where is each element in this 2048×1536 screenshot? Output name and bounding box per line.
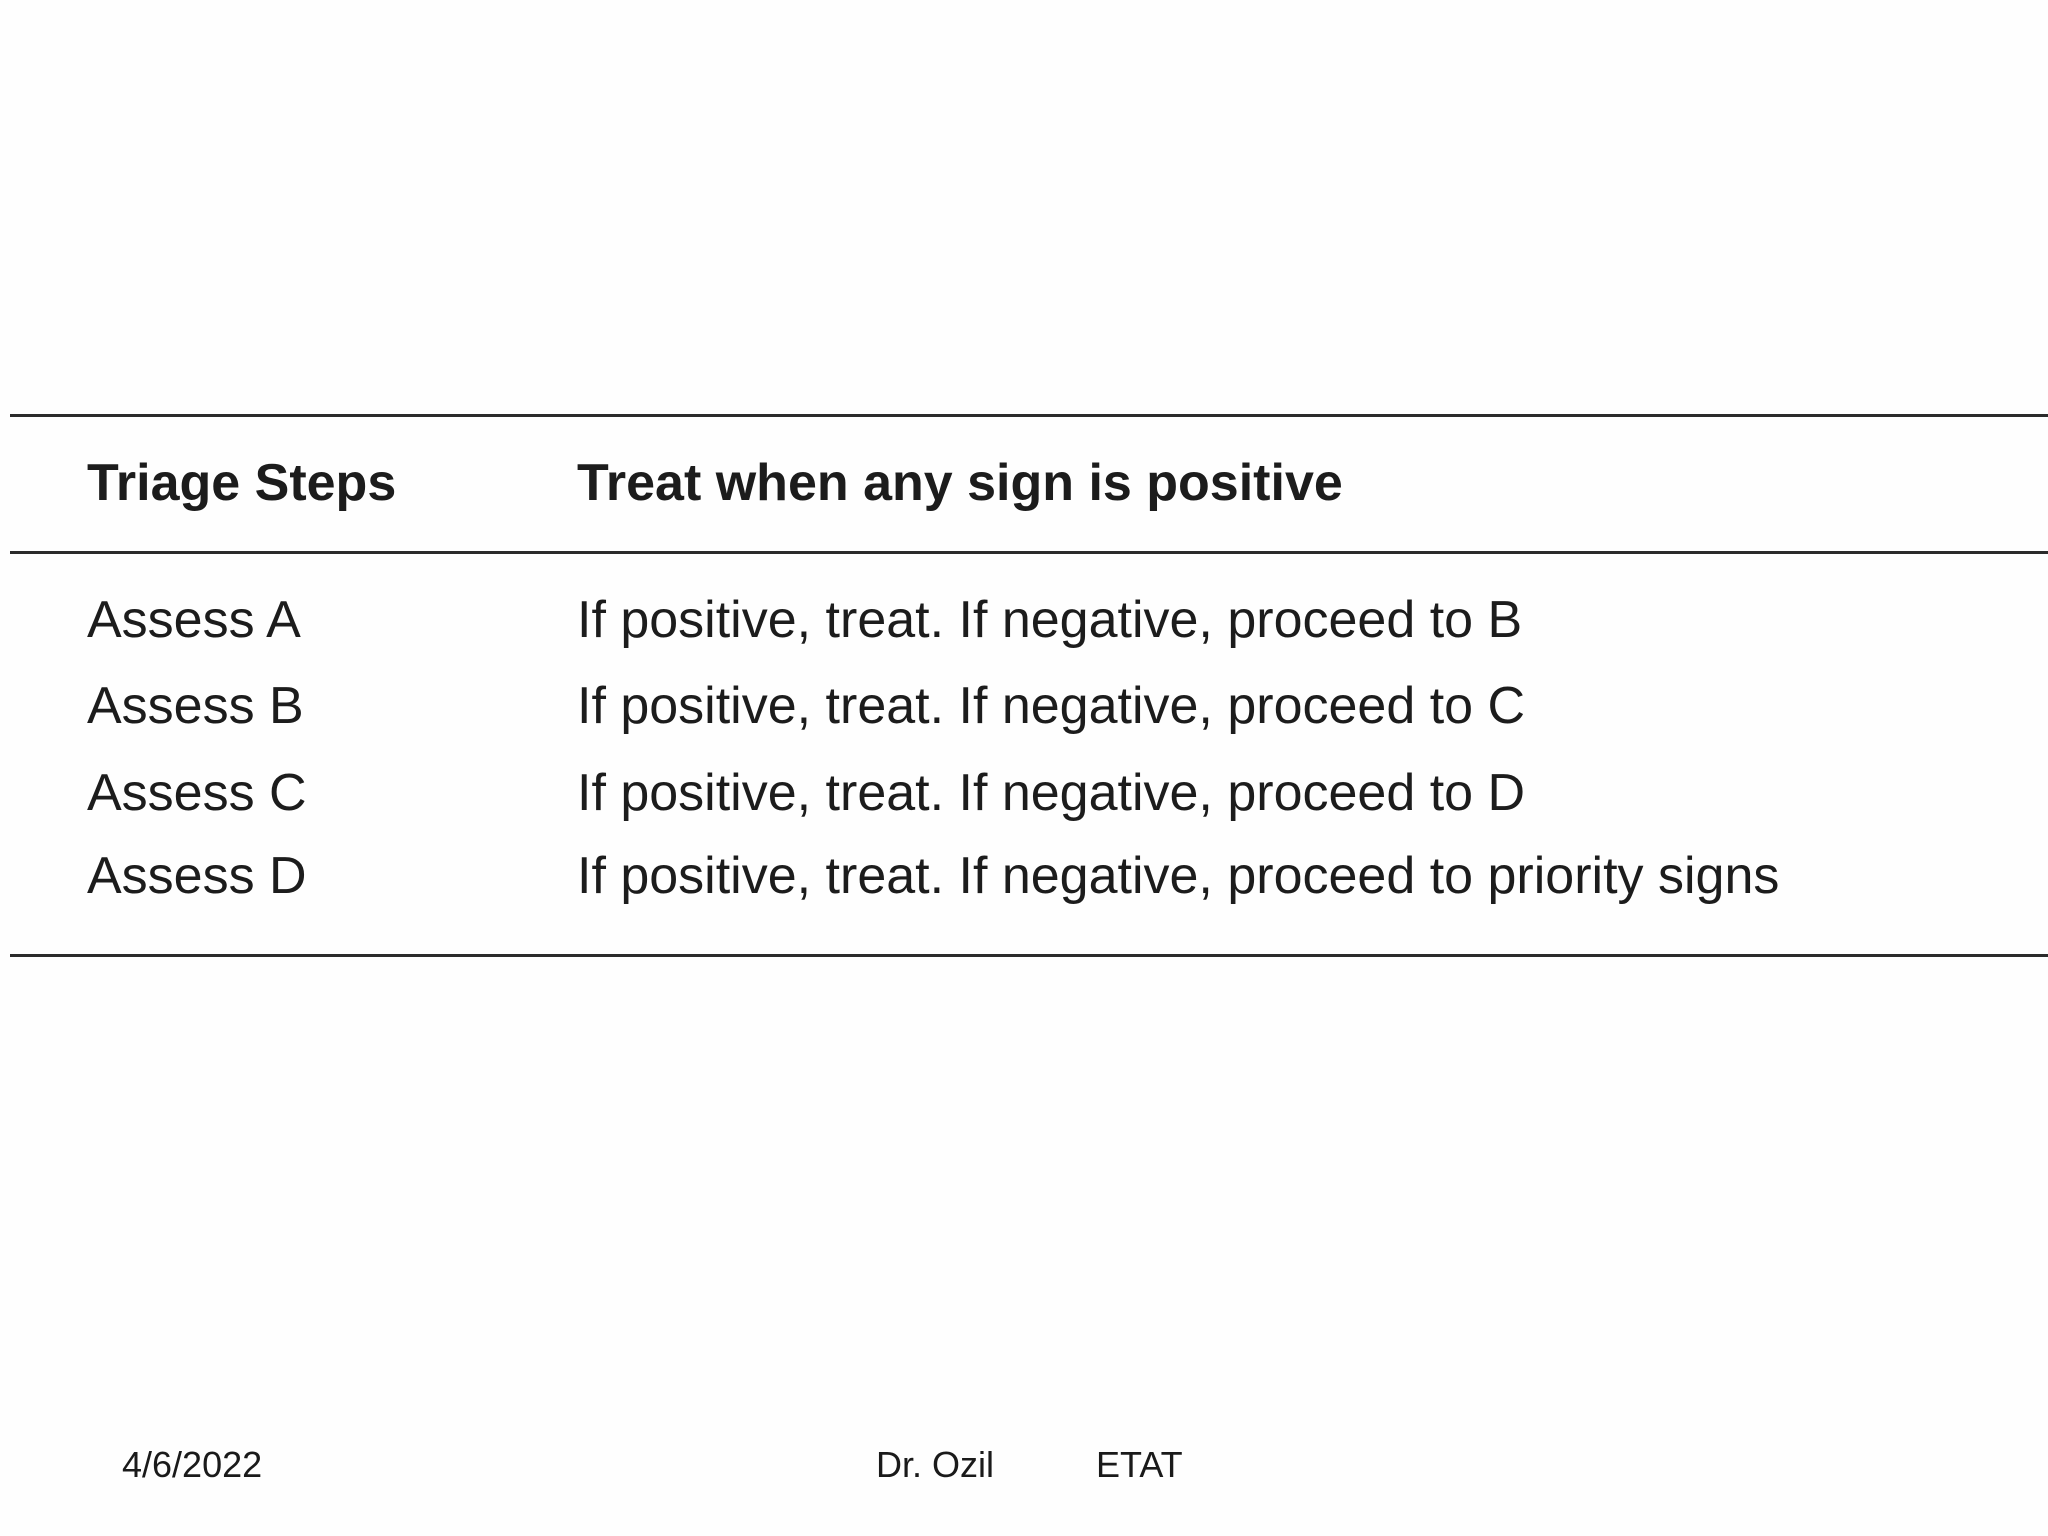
table-row [10, 830, 2048, 916]
step-cell: Assess A [87, 591, 301, 649]
step-cell: Assess D [87, 847, 307, 905]
table-bottom-rule [10, 954, 2048, 957]
table-row [10, 660, 2048, 746]
header-treatment-rule: Treat when any sign is positive [577, 454, 1343, 512]
table-header-rule [10, 551, 2048, 554]
header-triage-steps: Triage Steps [87, 454, 397, 512]
footer-date: 4/6/2022 [122, 1444, 263, 1485]
table-header-row [10, 417, 2048, 551]
step-cell: Assess C [87, 764, 307, 822]
footer-author: Dr. Ozil [876, 1444, 995, 1485]
action-cell: If positive, treat. If negative, proceed to priority signs [577, 847, 1780, 905]
footer-topic: ETAT [1096, 1444, 1183, 1485]
action-cell: If positive, treat. If negative, proceed to C [577, 677, 1526, 735]
table-row [10, 574, 2048, 660]
action-cell: If positive, treat. If negative, proceed to B [577, 591, 1523, 649]
step-cell: Assess B [87, 677, 304, 735]
action-cell: If positive, treat. If negative, proceed to D [577, 764, 1526, 822]
table-row [10, 747, 2048, 833]
